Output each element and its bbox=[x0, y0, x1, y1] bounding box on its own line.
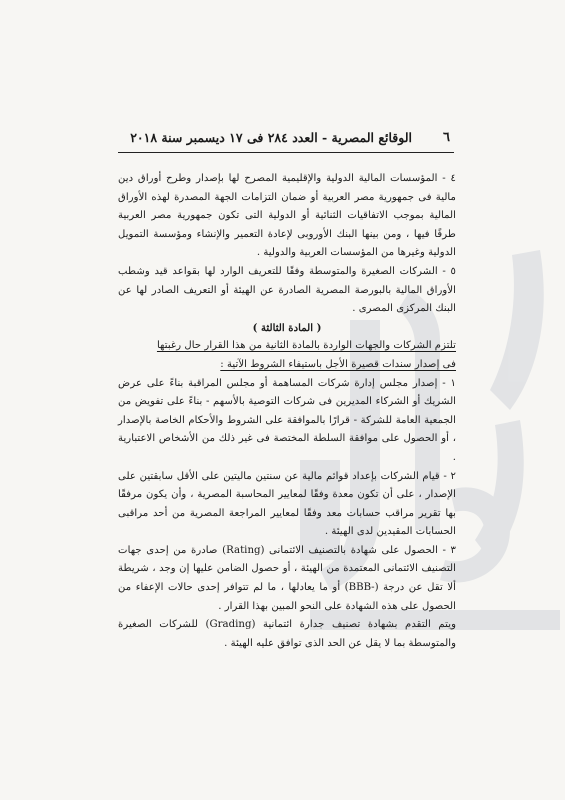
article-heading: ( المادة الثالثة ) bbox=[252, 321, 322, 334]
document-body bbox=[118, 170, 456, 653]
intro-line-2-text: فى إصدار سندات قصيرة الأجل باستيفاء الشروط الآتية : bbox=[220, 358, 456, 370]
final-paragraph: ويتم التقدم بشهادة تصنيف جدارة ائتمانية (Grading) للشركات الصغيرة والمتوسطة بما لا يقل عن الحد الذى توافق عليه الهيئة . bbox=[118, 619, 456, 649]
page-header bbox=[120, 130, 450, 150]
header-divider bbox=[118, 152, 454, 153]
intro-line-2 bbox=[118, 356, 456, 375]
condition-3: ٣ - الحصول على شهادة بالتصنيف الائتمانى (Rating) صادرة من إحدى جهات التصنيف الائتمانى المعتمدة من الهيئة ، أو حصول الضامن عليها إن وجد ، شريطة ألا تقل عن درجة (-BBB) أو ما يعادلها ، ما لم تتوافر إحدى حالات الإعفاء من الحصول على هذه الشهادة على النحو المبين بهذا القرار . bbox=[118, 544, 457, 612]
intro-line-1 bbox=[118, 337, 456, 356]
paragraph-4: ٤ - المؤسسات المالية الدولية والإقليمية المصرح لها بإصدار وطرح أوراق دين مالية فى جمهورية مصر العربية أو ضمان التزامات الجهة المصدرة لهذه الأوراق المالية بموجب الاتفاقيات الثنائية أو الدولية التى تكون جمهورية مصر العربية طرفًا فيها ، ومن بينها البنك الأوروبى لإعادة التعمير والإنشاء ومؤسسة التمويل الدولية وغيرها من المؤسسات العربية والدولية . bbox=[118, 173, 456, 259]
condition-1: ١ - إصدار مجلس إدارة شركات المساهمة أو مجلس المراقبة بناءً على عرض الشريك أو الشركاء المديرين فى شركات التوصية بالأسهم - بناءً على تفويض من الجمعية العامة للشركة - قرارًا بالموافقة على الشروط والأحكام الخاصة بالإصدار ، أو الحصول على موافقة السلطة المختصة فى غير ذلك من الأشخاص الاعتبارية . bbox=[118, 377, 456, 463]
paragraph-5: ٥ - الشركات الصغيرة والمتوسطة وفقًا للتعريف الوارد لها بقواعد قيد وشطب الأوراق المالية بالبورصة المصرية الصادرة عن الهيئة أو التعريف الصادر لها عن البنك المركزى المصرى . bbox=[118, 265, 456, 315]
intro-line-1-text: تلتزم الشركات والجهات الواردة بالمادة الثانية من هذا القرار حال رغبتها bbox=[156, 340, 456, 352]
condition-2: ٢ - قيام الشركات بإعداد قوائم مالية عن سنتين ماليتين على الأقل سابقتين على الإصدار ، على أن تكون معدة وفقًا لمعايير المحاسبة المصرية ، وأن يكون مرفقًا بها تقرير مراقب حسابات معد وفقًا لمعايير المراجعة المصرية من أحد مراقبى الحسابات المقيدين لدى الهيئة . bbox=[118, 470, 456, 538]
page-number: ٦ bbox=[443, 130, 450, 145]
gazette-title: الوقائع المصرية - العدد ٢٨٤ فى ١٧ ديسمبر سنة ٢٠١٨ bbox=[130, 130, 412, 145]
